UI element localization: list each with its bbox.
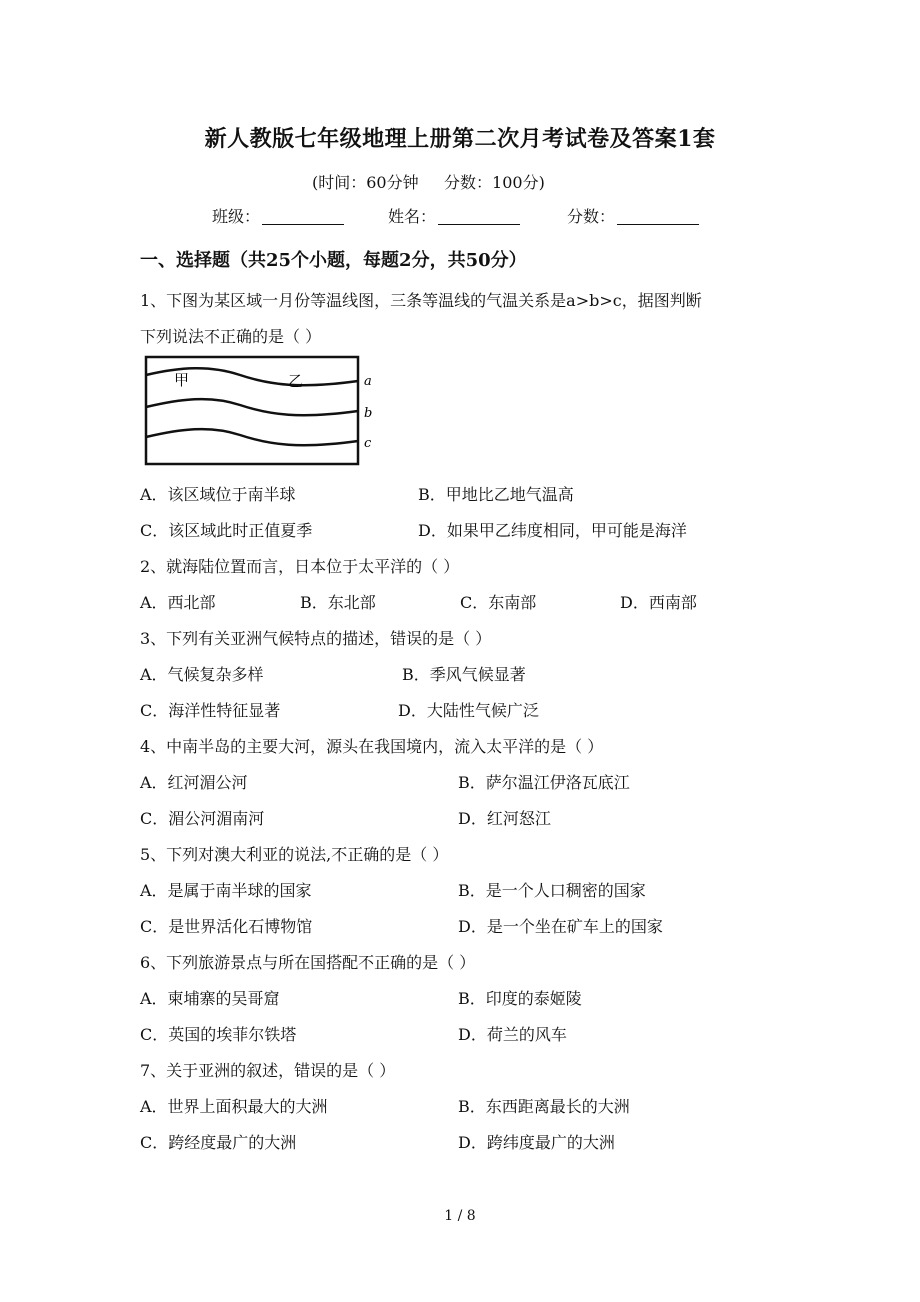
question-4-stem: 4、中南半岛的主要大河，源头在我国境内，流入太平洋的是（ ）: [140, 737, 604, 756]
score-blank: [617, 208, 699, 225]
name-field: [388, 204, 520, 227]
q4-option-d: D．红河怒江: [458, 809, 551, 828]
q4-option-a: A．红河湄公河: [140, 773, 248, 792]
score-field: [567, 204, 699, 227]
q1-option-b: B．甲地比乙地气温高: [418, 485, 574, 504]
question-6-stem: 6、下列旅游景点与所在国搭配不正确的是（ ）: [140, 953, 476, 972]
q6-option-a: A．柬埔寨的吴哥窟: [140, 989, 280, 1008]
exam-time-score: (时间：60分钟 分数：100分): [312, 173, 545, 192]
class-field: [212, 204, 344, 227]
class-label: 班级：: [212, 207, 261, 226]
section-heading: 一、选择题（共25个小题，每题2分，共50分）: [140, 250, 527, 271]
label-yi: 乙: [288, 372, 304, 390]
q6-option-d: D．荷兰的风车: [458, 1025, 567, 1044]
question-1-stem-line-2: 下列说法不正确的是（ ）: [140, 327, 322, 346]
isotherm-map-figure: [140, 353, 380, 467]
question-2-stem: 2、就海陆位置而言，日本位于太平洋的（ ）: [140, 557, 460, 576]
q1-option-c: C．该区域此时正值夏季: [140, 521, 313, 540]
page-number: 1 / 8: [444, 1208, 476, 1224]
q2-option-b: B．东北部: [300, 593, 376, 612]
q7-option-b: B．东西距离最长的大洲: [458, 1097, 630, 1116]
q1-option-d: D．如果甲乙纬度相同，甲可能是海洋: [418, 521, 687, 540]
name-blank: [438, 208, 520, 225]
q4-option-b: B．萨尔温江伊洛瓦底江: [458, 773, 630, 792]
label-b: b: [364, 406, 373, 421]
class-blank: [262, 208, 344, 225]
q2-option-a: A．西北部: [140, 593, 216, 612]
q7-option-c: C．跨经度最广的大洲: [140, 1133, 297, 1152]
label-jia: 甲: [174, 371, 190, 389]
q3-option-a: A．气候复杂多样: [140, 665, 264, 684]
q3-option-c: C．海洋性特征显著: [140, 701, 281, 720]
q6-option-c: C．英国的埃菲尔铁塔: [140, 1025, 297, 1044]
question-1-stem-line-1: 1、下图为某区域一月份等温线图，三条等温线的气温关系是a>b>c，据图判断: [140, 291, 702, 310]
q3-option-d: D．大陆性气候广泛: [398, 701, 539, 720]
question-3-stem: 3、下列有关亚洲气候特点的描述，错误的是（ ）: [140, 629, 492, 648]
name-label: 姓名：: [388, 207, 437, 226]
q5-option-d: D．是一个坐在矿车上的国家: [458, 917, 663, 936]
q1-option-a: A．该区域位于南半球: [140, 485, 296, 504]
q5-option-b: B．是一个人口稠密的国家: [458, 881, 646, 900]
question-5-stem: 5、下列对澳大利亚的说法,不正确的是（ ）: [140, 845, 449, 864]
q5-option-c: C．是世界活化石博物馆: [140, 917, 313, 936]
q4-option-c: C．湄公河湄南河: [140, 809, 265, 828]
label-a: a: [364, 374, 372, 389]
question-7-stem: 7、关于亚洲的叙述，错误的是（ ）: [140, 1061, 396, 1080]
q2-option-c: C．东南部: [460, 593, 537, 612]
q7-option-a: A．世界上面积最大的大洲: [140, 1097, 328, 1116]
q3-option-b: B．季风气候显著: [402, 665, 526, 684]
score-label: 分数：: [567, 207, 616, 226]
page-title: 新人教版七年级地理上册第二次月考试卷及答案1套: [204, 126, 716, 152]
label-c: c: [364, 436, 372, 451]
q2-option-d: D．西南部: [620, 593, 697, 612]
q6-option-b: B．印度的泰姬陵: [458, 989, 582, 1008]
q5-option-a: A．是属于南半球的国家: [140, 881, 312, 900]
q7-option-d: D．跨纬度最广的大洲: [458, 1133, 615, 1152]
